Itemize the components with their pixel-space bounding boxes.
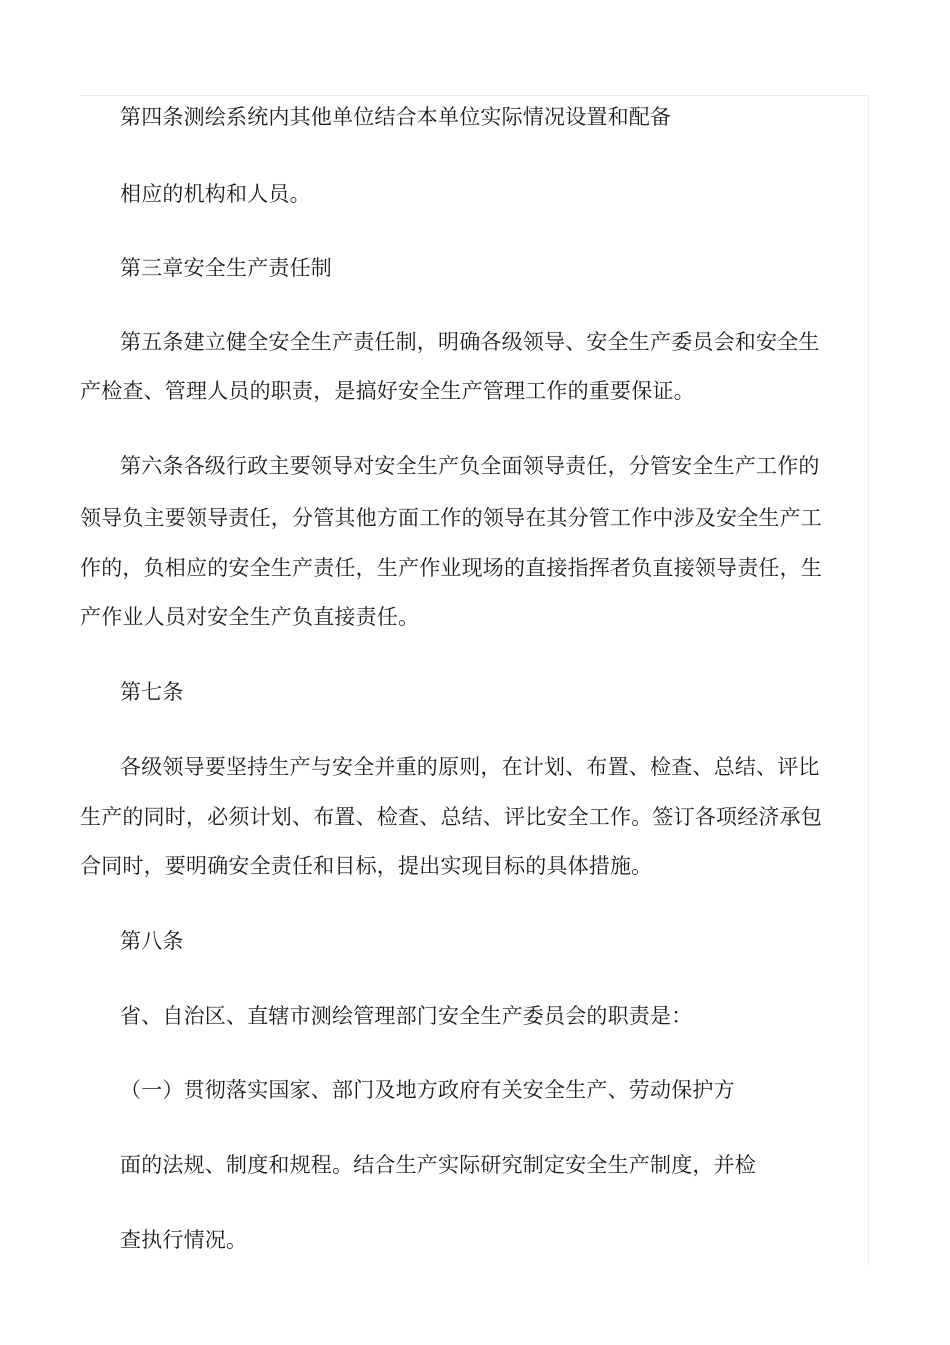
text-line-article8: 省、自治区、直辖市测绘管理部门安全生产委员会的职责是： <box>120 1004 693 1028</box>
text-line-article7-cont2: 合同时，要明确安全责任和目标，提出实现目标的具体措施。 <box>80 854 653 878</box>
text-line-article6-cont2: 作的，负相应的安全生产责任，生产作业现场的直接指挥者负直接领导责任，生 <box>80 556 822 580</box>
text-line-item1: （一）贯彻落实国家、部门及地方政府有关安全生产、劳动保护方 <box>120 1078 735 1102</box>
text-line-article7-cont1: 生产的同时，必须计划、布置、检查、总结、评比安全工作。签订各项经济承包 <box>80 805 822 829</box>
article7-heading: 第七条 <box>120 680 184 704</box>
text-line-article6-cont1: 领导负主要领导责任，分管其他方面工作的领导在其分管工作中涉及安全生产工 <box>80 506 822 530</box>
text-line-item1-cont1: 面的法规、制度和规程。结合生产实际研究制定安全生产制度，并检 <box>120 1153 756 1177</box>
text-line-article4: 第四条测绘系统内其他单位结合本单位实际情况设置和配备 <box>120 105 672 129</box>
text-line-article5-cont: 产检查、管理人员的职责，是搞好安全生产管理工作的重要保证。 <box>80 379 695 403</box>
chapter-heading: 第三章安全生产责任制 <box>120 256 332 280</box>
text-line-article7: 各级领导要坚持生产与安全并重的原则，在计划、布置、检查、总结、评比 <box>120 755 820 779</box>
text-line-item1-cont2: 查执行情况。 <box>120 1228 248 1252</box>
text-line-article5: 第五条建立健全安全生产责任制，明确各级领导、安全生产委员会和安全生 <box>120 330 820 354</box>
text-line-article6: 第六条各级行政主要领导对安全生产负全面领导责任，分管安全生产工作的 <box>120 454 820 478</box>
text-line-article4-cont: 相应的机构和人员。 <box>120 182 311 206</box>
article8-heading: 第八条 <box>120 929 184 953</box>
text-line-article6-cont3: 产作业人员对安全生产负直接责任。 <box>80 605 420 629</box>
